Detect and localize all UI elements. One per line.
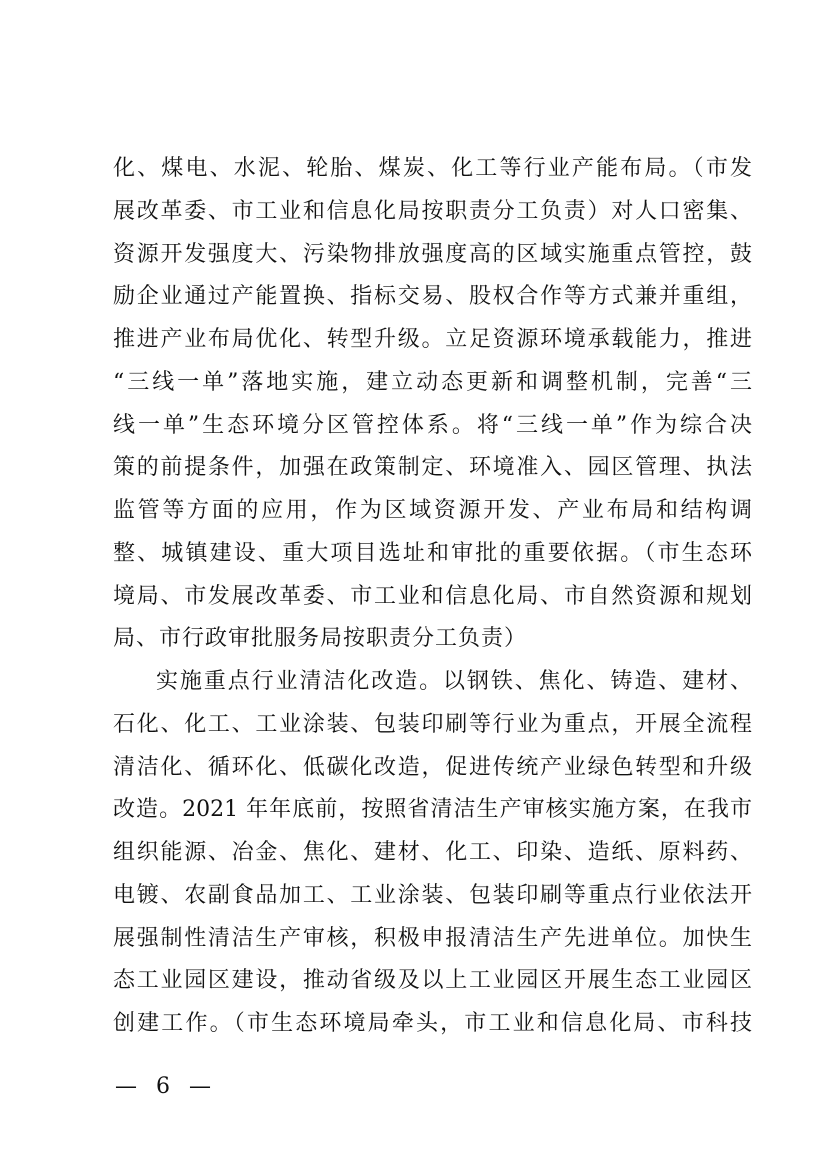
text-line: 境局、市发展改革委、市工业和信息化局、市自然资源和规划 bbox=[113, 583, 752, 609]
paragraph bbox=[113, 148, 752, 661]
text-line: 局、市行政审批服务局按职责分工负责） bbox=[113, 626, 528, 652]
text-line: 态工业园区建设，推动省级及以上工业园区开展生态工业园区 bbox=[113, 968, 752, 994]
text-line: “三线一单”落地实施，建立动态更新和调整机制，完善“三 bbox=[113, 369, 752, 395]
paragraph bbox=[113, 661, 752, 1046]
text-line: 清洁化、循环化、低碳化改造，促进传统产业绿色转型和升级 bbox=[113, 754, 752, 780]
document-body bbox=[113, 148, 752, 1046]
text-line: 创建工作。（市生态环境局牵头，市工业和信息化局、市科技 bbox=[113, 1011, 752, 1036]
text-line: 组织能源、冶金、焦化、建材、化工、印染、造纸、原料药、 bbox=[113, 840, 752, 865]
text-line: 化、煤电、水泥、轮胎、煤炭、化工等行业产能布局。（市发 bbox=[113, 156, 752, 181]
text-line: 展强制性清洁生产审核，积极申报清洁生产先进单位。加快生 bbox=[113, 925, 752, 951]
text-line: 石化、化工、工业涂装、包装印刷等行业为重点，开展全流程 bbox=[113, 711, 752, 737]
text-line: 电镀、农副食品加工、工业涂装、包装印刷等重点行业依法开 bbox=[113, 882, 752, 908]
text-line: 策的前提条件，加强在政策制定、环境准入、园区管理、执法 bbox=[113, 455, 752, 481]
text-line: 监管等方面的应用，作为区域资源开发、产业布局和结构调 bbox=[113, 498, 752, 523]
text-line: 实施重点行业清洁化改造。以钢铁、焦化、铸造、建材、 bbox=[156, 669, 752, 694]
text-line: 展改革委、市工业和信息化局按职责分工负责）对人口密集、 bbox=[113, 198, 752, 224]
text-line: 推进产业布局优化、转型升级。立足资源环境承载能力，推进 bbox=[113, 327, 752, 352]
text-line: 整、城镇建设、重大项目选址和审批的重要依据。（市生态环 bbox=[113, 540, 752, 566]
page-number: — 6 — bbox=[115, 1074, 217, 1099]
text-line: 改造。2021 年年底前，按照省清洁生产审核实施方案，在我市 bbox=[113, 797, 752, 823]
text-line: 资源开发强度大、污染物排放强度高的区域实施重点管控，鼓 bbox=[113, 241, 752, 267]
text-line: 励企业通过产能置换、指标交易、股权合作等方式兼并重组， bbox=[113, 284, 752, 310]
text-line: 线一单”生态环境分区管控体系。将“三线一单”作为综合决 bbox=[113, 412, 752, 438]
